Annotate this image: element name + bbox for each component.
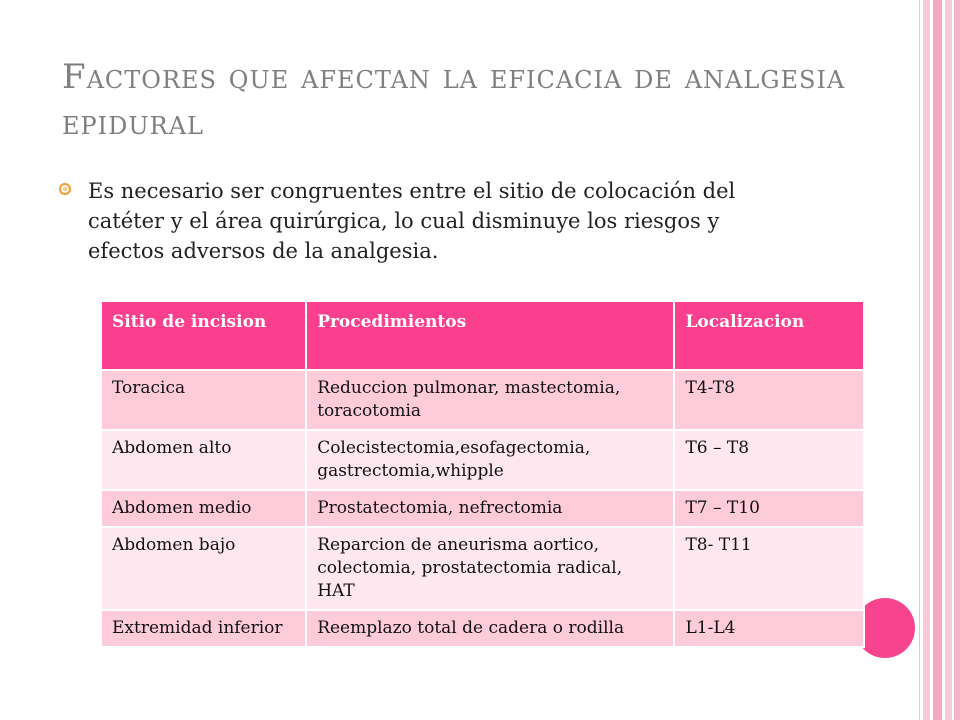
header-location: Localizacion — [674, 301, 864, 370]
ring-bullet-icon — [58, 182, 72, 196]
cell-location: T8- T11 — [674, 527, 864, 610]
table-row — [101, 610, 864, 647]
decorative-stripes — [920, 0, 960, 720]
cell-incision-site: Toracica — [101, 370, 306, 430]
header-incision-site: Sitio de incision — [101, 301, 306, 370]
cell-incision-site: Abdomen medio — [101, 490, 306, 527]
cell-location: L1-L4 — [674, 610, 864, 647]
table-row — [101, 527, 864, 610]
cell-procedures: Reduccion pulmonar, mastectomia, toracotomia — [306, 370, 674, 430]
cell-incision-site: Abdomen alto — [101, 430, 306, 490]
cell-procedures: Colecistectomia,esofagectomia, gastrectomia,whipple — [306, 430, 674, 490]
table-row — [101, 430, 864, 490]
cell-procedures: Reparcion de aneurisma aortico, colectomia, prostatectomia radical, HAT — [306, 527, 674, 610]
table-row — [101, 370, 864, 430]
cell-location: T6 – T8 — [674, 430, 864, 490]
cell-incision-site: Extremidad inferior — [101, 610, 306, 647]
header-procedures: Procedimientos — [306, 301, 674, 370]
cell-incision-site: Abdomen bajo — [101, 527, 306, 610]
bullet-item — [58, 176, 798, 266]
slide-title: Factores que afectan la eficacia de analgesia epidural — [62, 57, 846, 143]
cell-procedures: Prostatectomia, nefrectomia — [306, 490, 674, 527]
bullet-text: Es necesario ser congruentes entre el sitio de colocación del catéter y el área quirúrgica, lo cual disminuye los riesgos y efectos adversos de la analgesia. — [88, 179, 736, 263]
table-row — [101, 490, 864, 527]
cell-location: T4-T8 — [674, 370, 864, 430]
cell-location: T7 – T10 — [674, 490, 864, 527]
procedures-table — [100, 300, 865, 648]
table-header-row — [101, 301, 864, 370]
cell-procedures: Reemplazo total de cadera o rodilla — [306, 610, 674, 647]
